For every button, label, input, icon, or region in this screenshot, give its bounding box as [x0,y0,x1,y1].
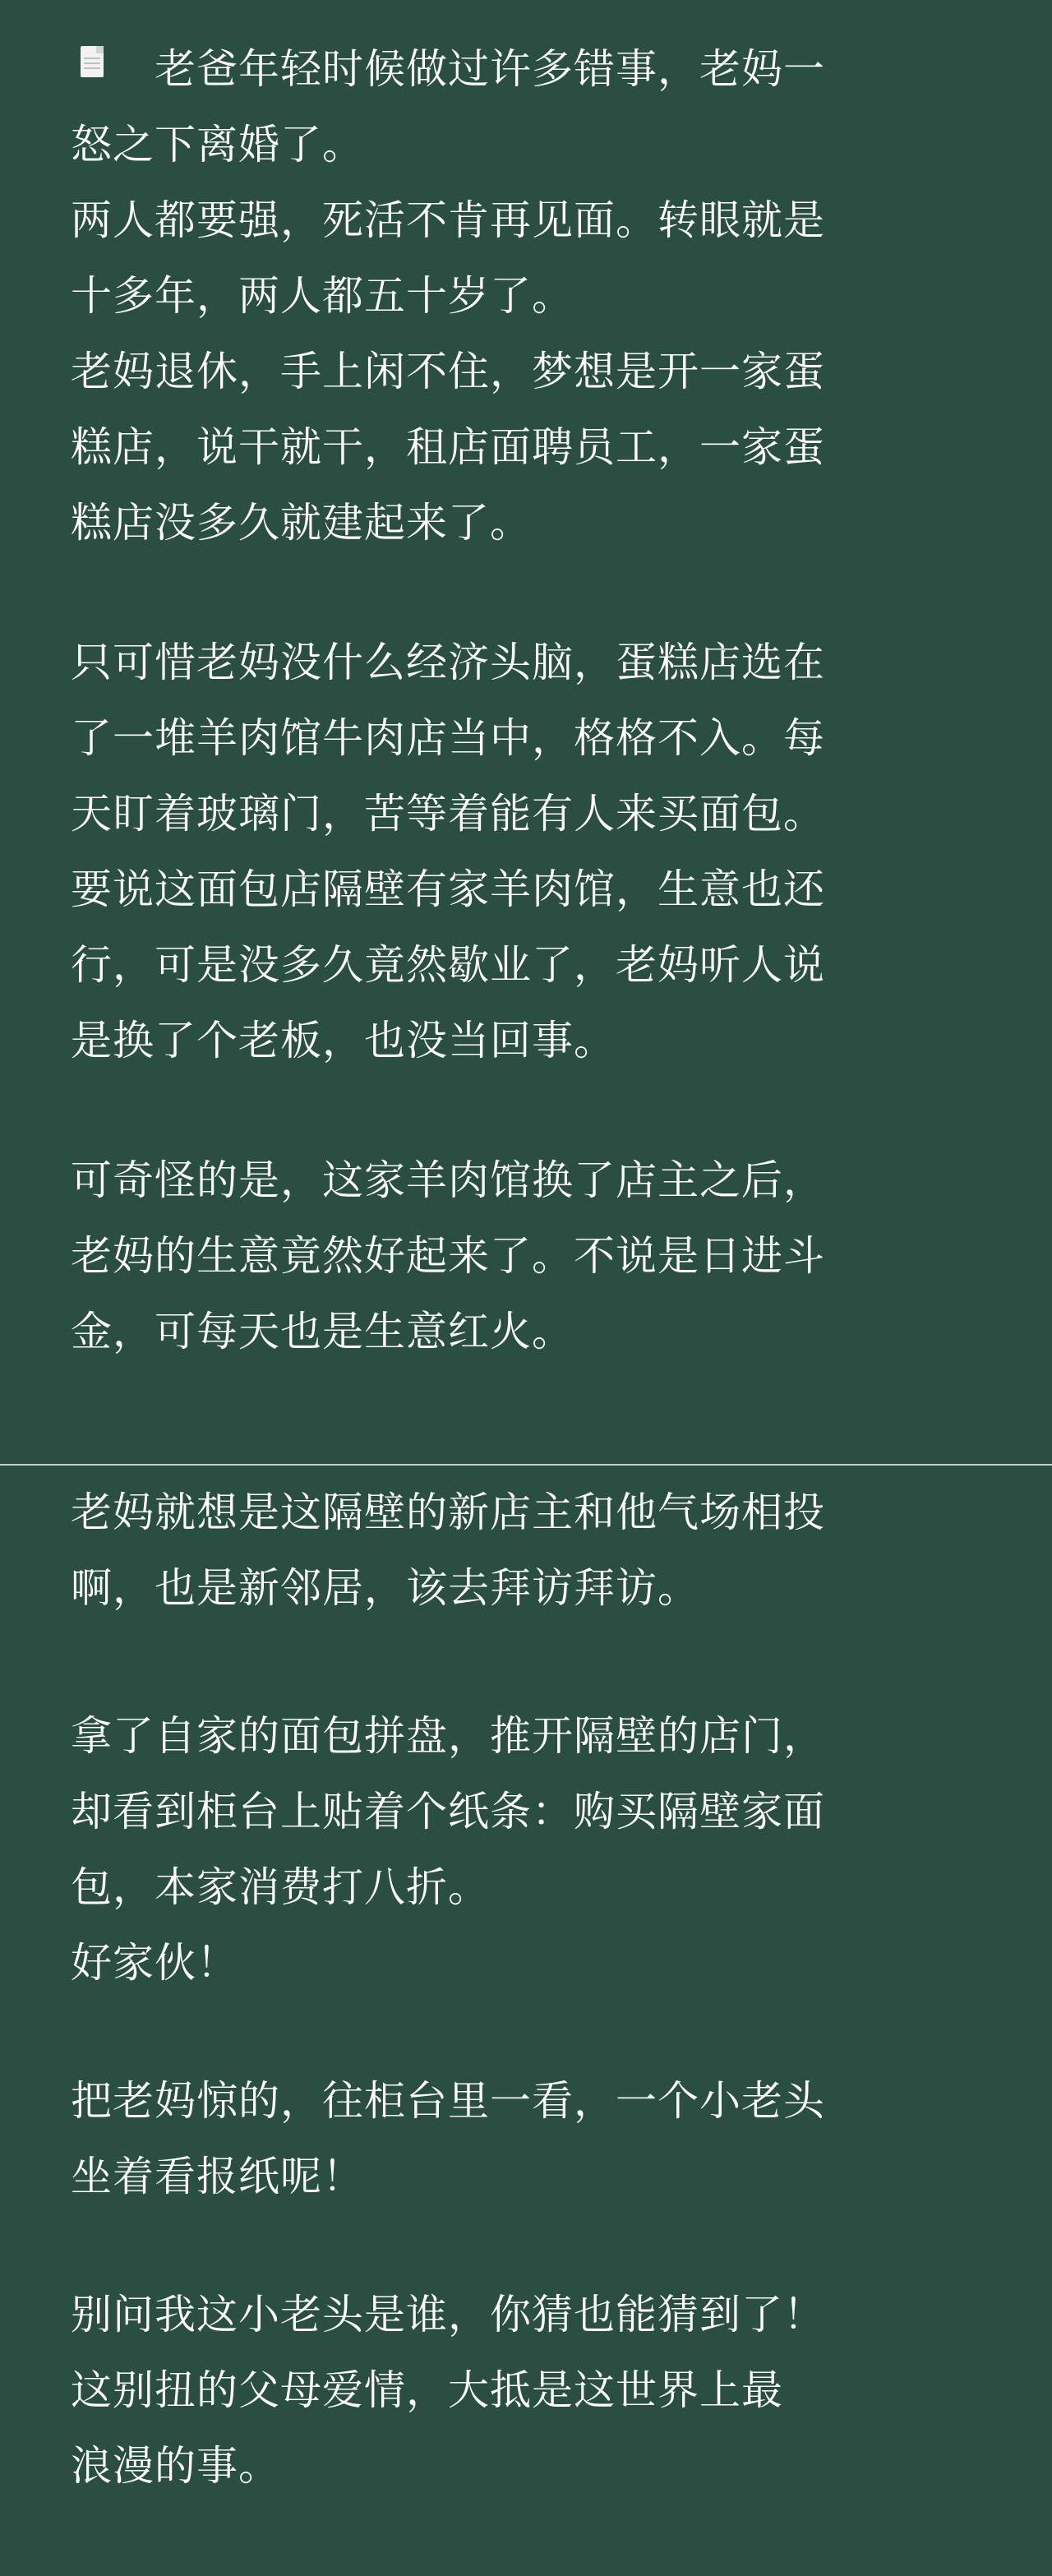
text-line-7: 糕店没多久就建起来了。 [71,499,532,547]
text-line-12: 行，可是没多久竟然歇业了，老妈听人说 [71,941,825,989]
text-line-11: 要说这面包店隔壁有家羊肉馆，生意也还 [71,866,825,913]
text-line-18: 啊，也是新邻居，该去拜访拜访。 [71,1564,699,1612]
text-line-19: 拿了自家的面包拼盘，推开隔壁的店门， [71,1712,825,1760]
text-line-25: 别问我这小老头是谁，你猜也能猜到了！ [71,2291,825,2338]
text-line-20: 却看到柜台上贴着个纸条：购买隔壁家面 [71,1788,825,1835]
text-line-1: 老爸年轻时候做过许多错事，老妈一 [155,45,825,93]
text-line-13: 是换了个老板，也没当回事。 [71,1017,616,1064]
text-line-8: 只可惜老妈没什么经济头脑，蛋糕店选在 [71,639,825,686]
text-line-9: 了一堆羊肉馆牛肉店当中，格格不入。每 [71,714,825,762]
text-line-26: 这别扭的父母爱情，大抵是这世界上最 [71,2366,783,2414]
text-line-2: 怒之下离婚了。 [71,121,364,169]
text-line-5: 老妈退休，手上闲不住，梦想是开一家蛋 [71,348,825,395]
text-line-14: 可奇怪的是，这家羊肉馆换了店主之后， [71,1156,825,1204]
text-line-6: 糕店，说干就干，租店面聘员工，一家蛋 [71,423,825,471]
text-line-27: 浪漫的事。 [71,2442,280,2490]
text-line-22: 好家伙！ [71,1939,238,1987]
text-line-3: 两人都要强，死活不肯再见面。转眼就是 [71,196,825,244]
text-line-10: 天盯着玻璃门，苦等着能有人来买面包。 [71,790,825,838]
text-line-23: 把老妈惊的，往柜台里一看，一个小老头 [71,2077,825,2125]
text-line-4: 十多年，两人都五十岁了。 [71,272,574,320]
section-divider [0,1464,1052,1466]
text-line-24: 坐着看报纸呢！ [71,2153,364,2200]
text-line-16: 金，可每天也是生意红火。 [71,1308,574,1355]
text-line-17: 老妈就想是这隔壁的新店主和他气场相投 [71,1489,825,1536]
document-icon [81,46,104,77]
text-line-15: 老妈的生意竟然好起来了。不说是日进斗 [71,1232,825,1280]
text-line-21: 包，本家消费打八折。 [71,1863,490,1911]
